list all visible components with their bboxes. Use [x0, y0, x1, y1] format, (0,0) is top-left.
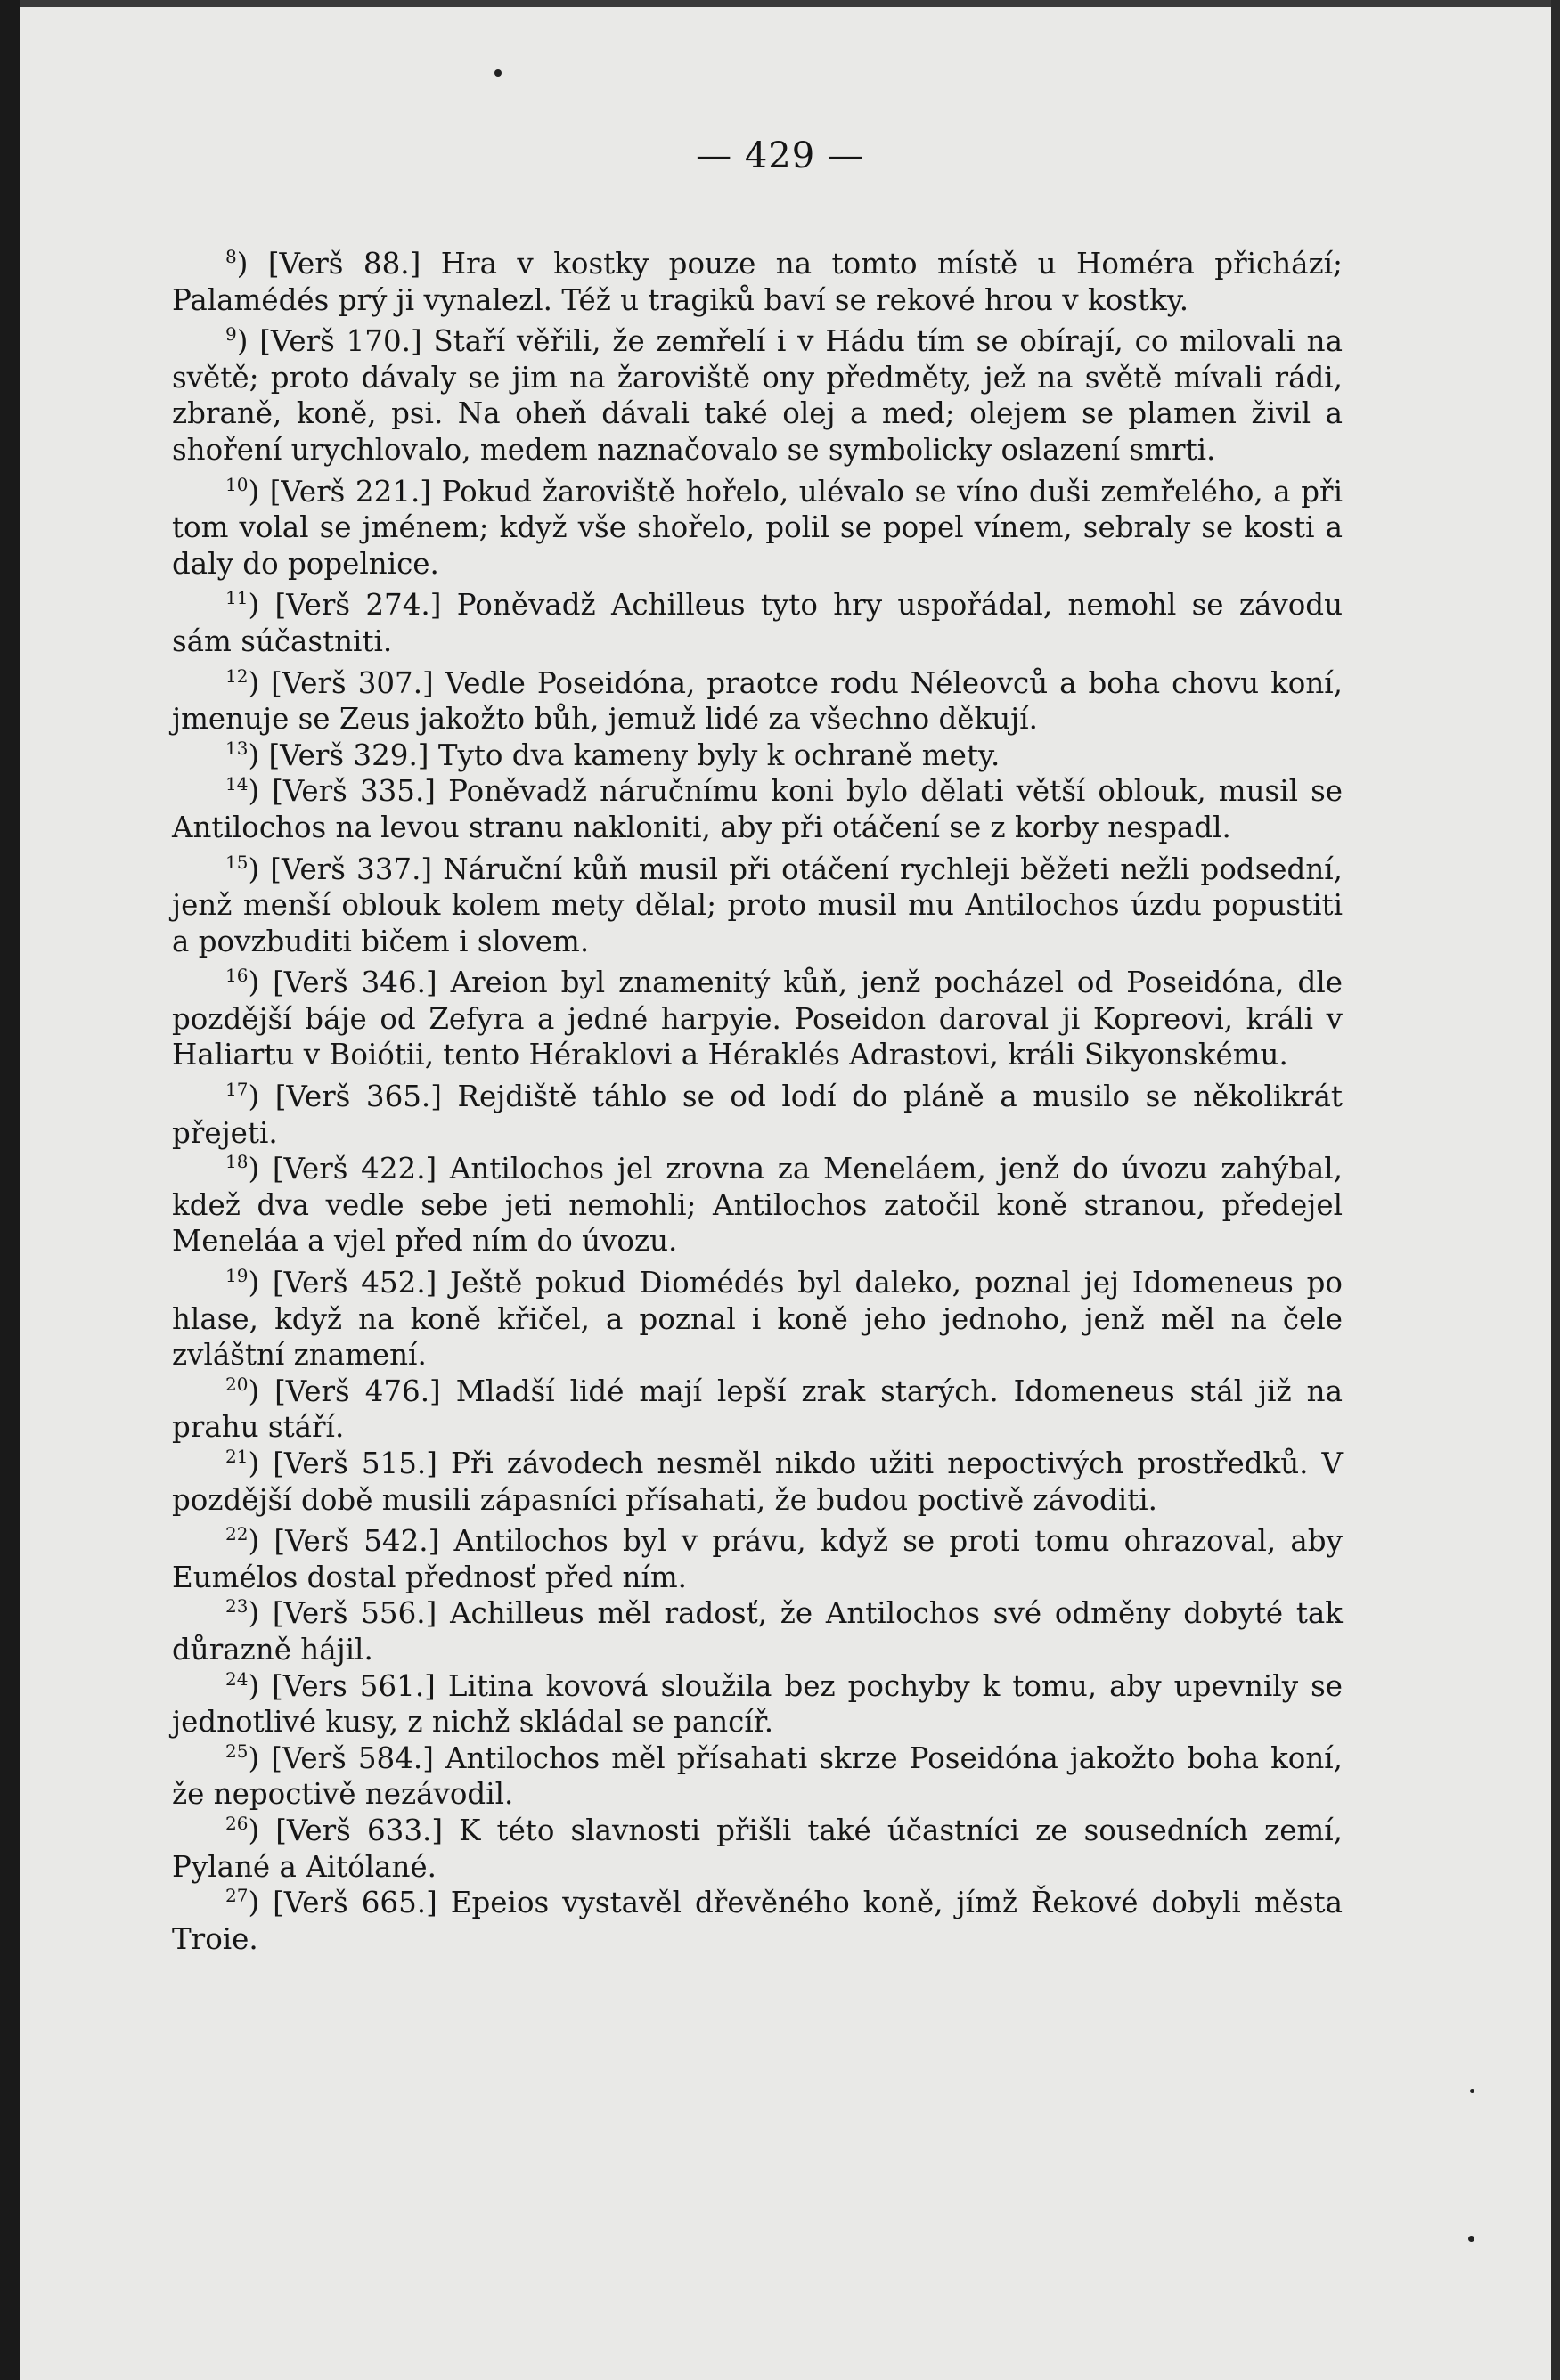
note-text: Litina kovová sloužila bez pochyby k tomu, aby upevnily se jednotlivé kusy, z nichž skládal se pancíř. — [172, 1668, 1343, 1740]
note-number: 13 — [225, 737, 249, 759]
page-number: — 429 — — [696, 135, 864, 176]
scan-speck — [1470, 2089, 1474, 2093]
scan-edge-left — [0, 0, 20, 2380]
footnote: $^{17}$) [Verš 365.] Rejdiště táhlo se od lodí do pláně a musilo se několikrát přejeti. — [172, 1079, 1343, 1150]
note-text: Areion byl znamenitý kůň, jenž pocházel od Poseidóna, dle pozdější báje od Zefyra a jedné harpyie. Poseidon daroval ji Kopreovi, králi v Haliartu v Boiótii, tento Héraklovi a Héraklés Adrastovi, králi Sikyonskému. — [172, 966, 1343, 1072]
note-number: 24 — [225, 1667, 249, 1690]
note-number: 9 — [225, 323, 237, 346]
note-text: Vedle Poseidóna, praotce rodu Néleovců a boha chovu koní, jmenuje se Zeus jakožto bůh, jemuž lidé za všechno děkují. — [172, 665, 1343, 737]
note-number: 8 — [225, 246, 237, 267]
footnote: $^{23}$) [Verš 556.] Achilleus měl radosť, že Antilochos své odměny dobyté tak důrazně hájil. — [172, 1595, 1343, 1667]
note-number: 11 — [225, 587, 249, 609]
footnote: $^{13}$) [Verš 329.] Tyto dva kameny byly k ochraně mety. — [225, 737, 1001, 772]
note-number: 19 — [225, 1265, 249, 1287]
verse-reference: [Verš 346.] — [273, 966, 437, 1000]
footnote: $^{22}$) [Verš 542.] Antilochos byl v právu, když se proti tomu ohrazoval, aby Eumélos dostal přednosť před ním. — [172, 1523, 1343, 1594]
verse-reference: [Vers 561.] — [272, 1668, 436, 1703]
note-number: 15 — [225, 851, 249, 873]
note-number: 14 — [225, 773, 249, 795]
verse-reference: [Verš 665.] — [273, 1886, 437, 1920]
footnote: $^{11}$) [Verš 274.] Poněvadž Achilleus tyto hry uspořádal, nemohl se závodu sám súčastniti. — [172, 587, 1344, 658]
note-text: Při závodech nesměl nikdo užiti nepoctivých prostředků. V pozdější době musili zápasníci přísahati, že budou poctivě závoditi. — [172, 1447, 1343, 1517]
verse-reference: [Verš 329.] — [268, 738, 429, 772]
note-text: Mladší lidé mají lepší zrak starých. Idomeneus stál již na prahu stáří. — [172, 1373, 1343, 1445]
verse-reference: [Verš 584.] — [271, 1740, 434, 1775]
note-text: Poněvadž Achilleus tyto hry uspořádal, nemohl se závodu sám súčastniti. — [172, 588, 1344, 658]
footnote: $^{16}$) [Verš 346.] Areion byl znamenitý kůň, jenž pocházel od Poseidóna, dle pozdější báje od Zefyra a jedné harpyie. Poseidon daroval ji Kopreovi, králi v Haliartu v Boiótii, tento Héraklovi a Héraklés Adrastovi, králi Sikyonskému. — [172, 965, 1343, 1072]
note-text: Antilochos jel zrovna za Meneláem, jenž do úvozu zahýbal, kdež dva vedle sebe jeti nemohli; Antilochos zatočil koně stranou, předejel Meneláa a vjel před ním do úvozu. — [172, 1152, 1343, 1259]
footnote: $^{20}$) [Verš 476.] Mladší lidé mají lepší zrak starých. Idomeneus stál již na prahu stáří. — [172, 1373, 1343, 1445]
note-text: Antilochos byl v právu, když se proti tomu ohrazoval, aby Eumélos dostal přednosť před ním. — [172, 1524, 1343, 1594]
footnote: $^{18}$) [Verš 422.] Antilochos jel zrovna za Meneláem, jenž do úvozu zahýbal, kdež dva vedle sebe jeti nemohli; Antilochos zatočil koně stranou, předejel Meneláa a vjel před ním do úvozu. — [172, 1151, 1343, 1259]
footnote: $^{24}$) [Vers 561.] Litina kovová sloužila bez pochyby k tomu, aby upevnily se jednotlivé kusy, z nichž skládal se pancíř. — [172, 1667, 1343, 1740]
verse-reference: [Verš 274.] — [274, 588, 442, 623]
note-text: Poněvadž náručnímu koni bylo dělati větší oblouk, musil se Antilochos na levou stranu nakloniti, aby při otáčení se z korby nespadl. — [172, 774, 1343, 844]
footnote: $^{10}$) [Verš 221.] Pokud žaroviště hořelo, ulévalo se víno duši zemřelého, a při tom volal se jménem; když vše shořelo, polil se popel vínem, sebraly se kosti a daly do popelnice. — [172, 473, 1343, 581]
verse-reference: [Verš 365.] — [274, 1080, 442, 1114]
verse-reference: [Verš 335.] — [272, 774, 436, 809]
note-number: 10 — [225, 473, 249, 495]
footnote: $^{12}$) [Verš 307.] Vedle Poseidóna, praotce rodu Néleovců a boha chovu koní, jmenuje se Zeus jakožto bůh, jemuž lidé za všechno děkují. — [172, 664, 1343, 737]
verse-reference: [Verš 422.] — [272, 1152, 437, 1186]
footnote: $^{14}$) [Verš 335.] Poněvadž náručnímu koni bylo dělati větší oblouk, musil se Antilochos na levou stranu nakloniti, aby při otáčení se z korby nespadl. — [172, 773, 1343, 844]
note-text: Antilochos měl přísahati skrze Poseidóna jakožto boha koní, že nepoctivě nezávodil. — [172, 1740, 1343, 1812]
footnote: $^{19}$) [Verš 452.] Ještě pokud Diomédés byl daleko, poznal jej Idomeneus po hlase, když na koně křičel, a poznal i koně jeho jednoho, jenž měl na čele zvláštní znamení. — [172, 1265, 1343, 1373]
note-text: Achilleus měl radosť, že Antilochos své odměny dobyté tak důrazně hájil. — [172, 1596, 1343, 1667]
note-number: 21 — [225, 1446, 249, 1467]
verse-reference: [Verš 556.] — [272, 1596, 437, 1631]
verse-reference: [Verš 88.] — [267, 247, 421, 281]
note-number: 22 — [225, 1523, 249, 1545]
footnote: $^{25}$) [Verš 584.] Antilochos měl přísahati skrze Poseidóna jakožto boha koní, že nepoctivě nezávodil. — [172, 1740, 1343, 1812]
verse-reference: [Verš 221.] — [269, 474, 431, 509]
footnotes-list — [172, 246, 1343, 1957]
note-number: 17 — [225, 1079, 249, 1101]
footnote: $^{21}$) [Verš 515.] Při závodech nesměl nikdo užiti nepoctivých prostředků. V pozdější době musili zápasníci přísahati, že budou poctivě závoditi. — [172, 1446, 1343, 1517]
note-number: 20 — [225, 1373, 249, 1395]
footnote: $^{26}$) [Verš 633.] K této slavnosti přišli také účastníci ze sousedních zemí, Pylané a Aitólané. — [172, 1812, 1343, 1884]
note-text: Rejdiště táhlo se od lodí do pláně a musilo se několikrát přejeti. — [172, 1080, 1343, 1150]
verse-reference: [Verš 633.] — [275, 1813, 444, 1847]
note-number: 27 — [225, 1885, 249, 1907]
note-number: 25 — [225, 1740, 249, 1762]
note-text: Tyto dva kameny byly k ochraně mety. — [437, 738, 1001, 772]
note-text: Ještě pokud Diomédés byl daleko, poznal jej Idomeneus po hlase, když na koně křičel, a poznal i koně jeho jednoho, jenž měl na čele zvláštní znamení. — [172, 1266, 1343, 1373]
note-number: 26 — [225, 1812, 249, 1834]
note-number: 12 — [225, 664, 249, 687]
verse-reference: [Verš 307.] — [271, 665, 434, 700]
scan-speck — [1468, 2236, 1474, 2242]
verse-reference: [Verš 542.] — [274, 1524, 440, 1559]
note-text: Epeios vystavěl dřevěného koně, jímž Řekové dobyli města Troie. — [172, 1886, 1343, 1956]
footnote: $^9$) [Verš 170.] Staří věřili, že zemřelí i v Hádu tím se obírají, co milovali na světě; proto dávaly se jim na žaroviště ony předměty, jež na světě mívali rádi, zbraně, koně, psi. Na oheň dávali také olej a med; olejem se plamen živil a shoření urychlovalo, medem naznačovalo se symbolicky oslazení smrti. — [172, 323, 1343, 467]
scan-edge-right — [1551, 0, 1560, 2380]
footnote: $^{27}$) [Verš 665.] Epeios vystavěl dřevěného koně, jímž Řekové dobyli města Troie. — [172, 1885, 1343, 1956]
verse-reference: [Verš 476.] — [274, 1373, 441, 1408]
note-text: Pokud žaroviště hořelo, ulévalo se víno duši zemřelého, a při tom volal se jménem; když vše shořelo, polil se popel vínem, sebraly se kosti a daly do popelnice. — [172, 474, 1343, 581]
note-text: K této slavnosti přišli také účastníci ze sousedních zemí, Pylané a Aitólané. — [172, 1813, 1343, 1884]
verse-reference: [Verš 452.] — [272, 1266, 437, 1300]
verse-reference: [Verš 337.] — [270, 852, 433, 886]
verse-reference: [Verš 515.] — [273, 1447, 437, 1480]
note-text: Hra v kostky pouze na tomto místě u Homéra přichází; Palamédés prý ji vynalezl. Též u tragiků baví se rekové hrou v kostky. — [172, 247, 1344, 317]
footnote: $^8$) [Verš 88.] Hra v kostky pouze na tomto místě u Homéra přichází; Palamédés prý ji vynalezl. Též u tragiků baví se rekové hrou v kostky. — [172, 246, 1344, 317]
note-text: Náruční kůň musil při otáčení rychleji běžeti nežli podsední, jenž menší oblouk kolem mety dělal; proto musil mu Antilochos úzdu popustiti a povzbuditi bičem i slovem. — [172, 852, 1343, 958]
note-text: Staří věřili, že zemřelí i v Hádu tím se obírají, co milovali na světě; proto dávaly se jim na žaroviště ony předměty, jež na světě mívali rádi, zbraně, koně, psi. Na oheň dávali také olej a med; olejem se plamen živil a shoření urychlovalo, medem naznačovalo se symbolicky oslazení smrti. — [172, 324, 1343, 467]
note-number: 18 — [225, 1151, 249, 1173]
note-number: 23 — [225, 1595, 249, 1618]
scan-speck — [494, 69, 502, 77]
scan-edge-top — [0, 0, 1560, 7]
verse-reference: [Verš 170.] — [259, 324, 422, 359]
note-number: 16 — [225, 965, 249, 987]
footnote: $^{15}$) [Verš 337.] Náruční kůň musil při otáčení rychleji běžeti nežli podsední, jenž menší oblouk kolem mety dělal; proto musil mu Antilochos úzdu popustiti a povzbuditi bičem i slovem. — [172, 851, 1343, 958]
